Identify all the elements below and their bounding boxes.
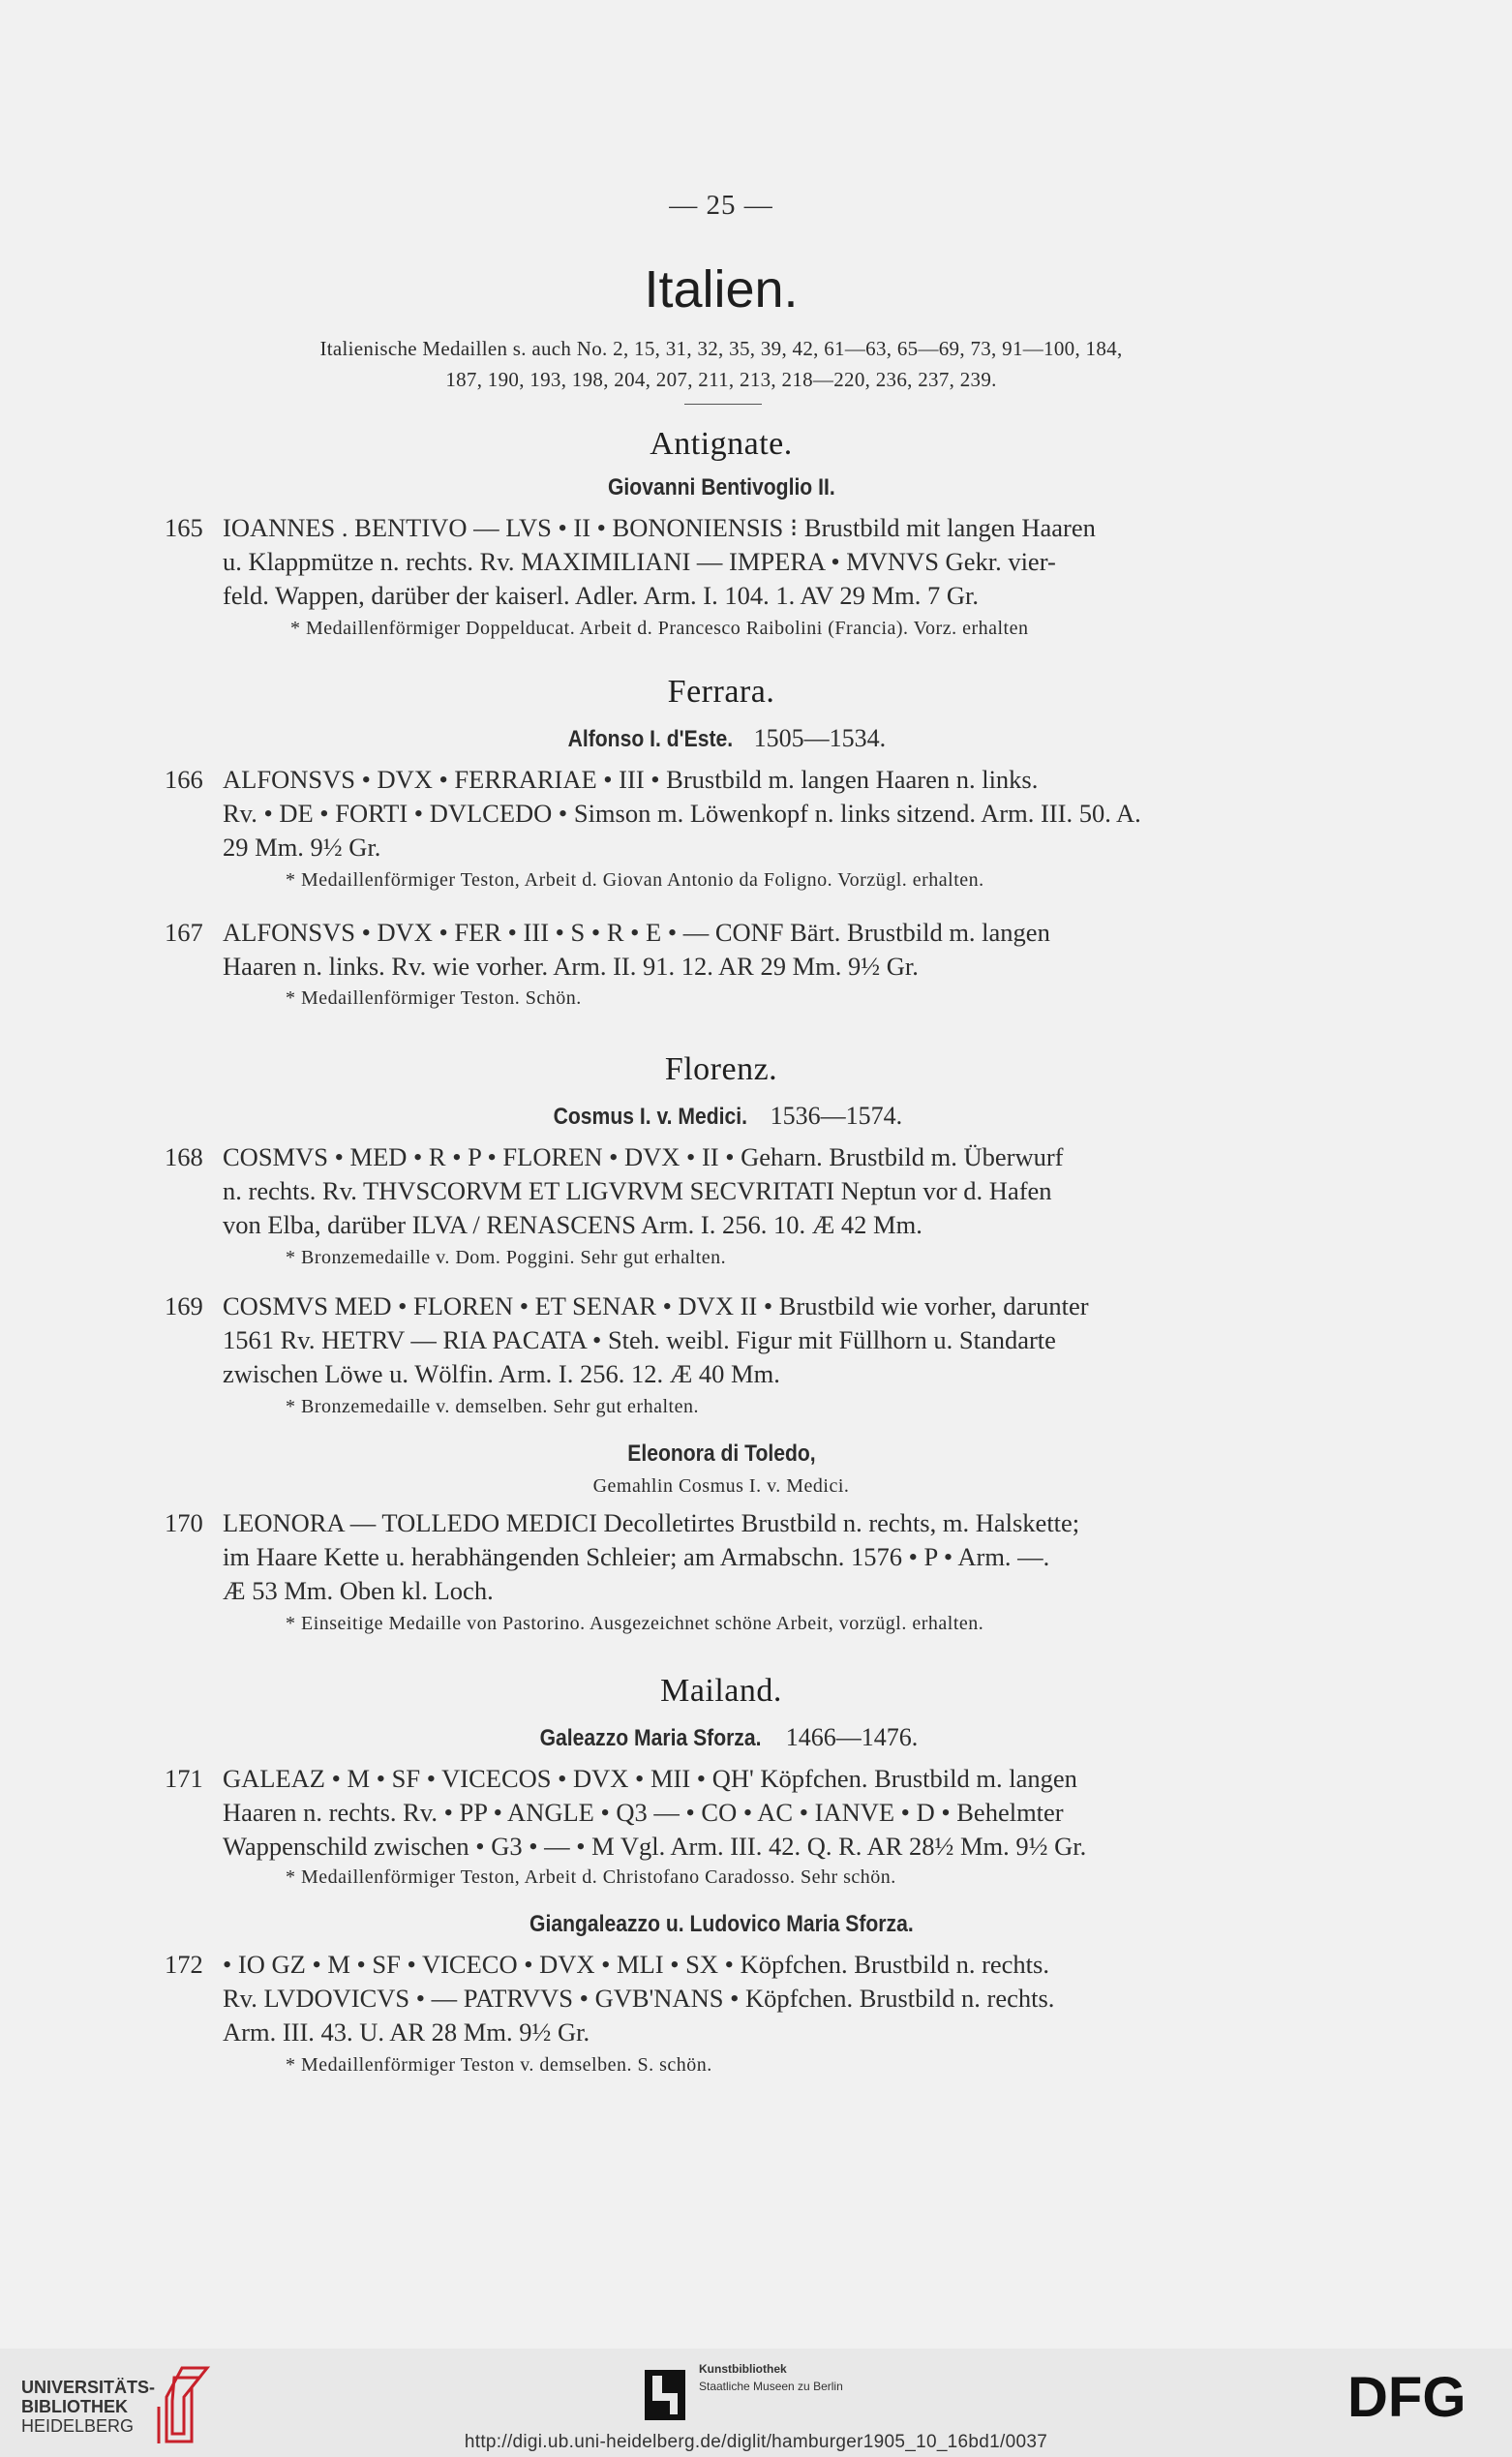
entry-line: feld. Wappen, darüber der kaiserl. Adler. Arm. I. 104. 1. AV 29 Mm. 7 Gr. bbox=[223, 581, 979, 610]
entry-note: * Medaillenförmiger Teston, Arbeit d. Christofano Caradosso. Sehr schön. bbox=[286, 1866, 896, 1888]
ruler-years: 1466—1476. bbox=[785, 1723, 919, 1751]
ruler-heading bbox=[165, 1909, 1278, 1938]
ruler-subtitle: Gemahlin Cosmus I. v. Medici. bbox=[592, 1475, 850, 1497]
entry-number: 171 bbox=[165, 1764, 203, 1793]
entry-line: im Haare Kette u. herabhängenden Schleier; am Armabschn. 1576 • P • Arm. —. bbox=[223, 1542, 1050, 1571]
catalog-entry-168 bbox=[165, 1140, 1278, 1242]
section-title: Italien. bbox=[644, 260, 799, 318]
entry-number: 172 bbox=[165, 1950, 203, 1979]
entry-line: 166 ALFONSVS • DVX • FERRARIAE • III • Brustbild m. langen Haaren n. links. bbox=[165, 763, 1278, 797]
intro-text bbox=[165, 333, 1278, 395]
entry-line: Æ 53 Mm. Oben kl. Loch. bbox=[223, 1576, 494, 1605]
entry-line: Arm. III. 43. U. AR 28 Mm. 9½ Gr. bbox=[223, 2017, 590, 2047]
catalog-entry-165 bbox=[165, 511, 1278, 613]
entry-line: 1561 Rv. HETRV — RIA PACATA • Steh. weibl. Figur mit Füllhorn u. Standarte bbox=[223, 1325, 1056, 1354]
intro-line: Italienische Medaillen s. auch No. 2, 15, 31, 32, 35, 39, 42, 61—63, 65—69, 73, 91—100, 184, bbox=[319, 337, 1123, 360]
ruler-heading bbox=[165, 1102, 1278, 1131]
divider bbox=[684, 404, 762, 405]
entry-line: 170 LEONORA — TOLLEDO MEDICI Decolletirtes Brustbild n. rechts, m. Halskette; bbox=[165, 1506, 1278, 1540]
city-heading-florenz: Florenz. bbox=[664, 1051, 778, 1087]
entry-number: 170 bbox=[165, 1508, 203, 1537]
entry-number: 168 bbox=[165, 1142, 203, 1171]
entry-note: * Bronzemedaille v. Dom. Poggini. Sehr gut erhalten. bbox=[286, 1247, 727, 1268]
entry-line: 165 IOANNES . BENTIVO — LVS • II • BONONIENSIS ⁝ Brustbild mit langen Haaren bbox=[165, 511, 1278, 545]
catalog-entry-172 bbox=[165, 1948, 1278, 2049]
city-heading-ferrara: Ferrara. bbox=[667, 674, 775, 710]
ruler-years: 1536—1574. bbox=[770, 1102, 903, 1130]
entry-number: 165 bbox=[165, 513, 203, 542]
entry-note: * Medaillenförmiger Teston v. demselben. S. schön. bbox=[286, 2054, 712, 2076]
library-name: UNIVERSITÄTS- BIBLIOTHEK HEIDELBERG bbox=[21, 2378, 156, 2436]
ruler-heading bbox=[165, 1439, 1278, 1468]
ruler-name: Cosmus I. v. Medici. bbox=[553, 1104, 747, 1130]
entry-note: * Medaillenförmiger Teston. Schön. bbox=[286, 987, 582, 1009]
intro-line: 187, 190, 193, 198, 204, 207, 211, 213, 218—220, 236, 237, 239. bbox=[445, 368, 997, 391]
catalog-entry-171 bbox=[165, 1762, 1278, 1864]
catalog-entry-170 bbox=[165, 1506, 1278, 1608]
dfg-logo-text: DFG bbox=[1347, 2368, 1467, 2422]
entry-line: 168 COSMVS • MED • R • P • FLOREN • DVX • II • Geharn. Brustbild m. Überwurf bbox=[165, 1140, 1278, 1174]
entry-line: Haaren n. links. Rv. wie vorher. Arm. II. 91. 12. AR 29 Mm. 9½ Gr. bbox=[223, 952, 919, 981]
entry-line: 167 ALFONSVS • DVX • FER • III • S • R • E • — CONF Bärt. Brustbild m. langen bbox=[165, 916, 1278, 950]
entry-number: 167 bbox=[165, 918, 203, 947]
entry-line: 172 • IO GZ • M • SF • VICECO • DVX • MLI • SX • Köpfchen. Brustbild n. rechts. bbox=[165, 1948, 1278, 1982]
dfg-logo-icon bbox=[1347, 2368, 1489, 2422]
ruler-name: Giangaleazzo u. Ludovico Maria Sforza. bbox=[529, 1911, 914, 1937]
entry-line: von Elba, darüber ILVA / RENASCENS Arm. I. 256. 10. Æ 42 Mm. bbox=[223, 1210, 922, 1239]
catalog-entry-167 bbox=[165, 916, 1278, 984]
entry-line: Rv. • DE • FORTI • DVLCEDO • Simson m. Löwenkopf n. links sitzend. Arm. III. 50. A. bbox=[223, 799, 1141, 828]
entry-line: u. Klappmütze n. rechts. Rv. MAXIMILIANI — IMPERA • MVNVS Gekr. vier- bbox=[223, 547, 1056, 576]
source-url[interactable]: http://digi.ub.uni-heidelberg.de/diglit/hamburger1905_10_16bd1/0037 bbox=[464, 2432, 1048, 2452]
entry-line: 169 COSMVS MED • FLOREN • ET SENAR • DVX II • Brustbild wie vorher, darunter bbox=[165, 1289, 1278, 1323]
entry-line: zwischen Löwe u. Wölfin. Arm. I. 256. 12. Æ 40 Mm. bbox=[223, 1359, 780, 1388]
ruler-heading bbox=[165, 472, 1278, 501]
entry-line: 29 Mm. 9½ Gr. bbox=[223, 833, 381, 862]
entry-number: 166 bbox=[165, 765, 203, 794]
kunstbibliothek-label: Kunstbibliothek Staatliche Museen zu Berlin bbox=[699, 2362, 843, 2393]
entry-note: * Bronzemedaille v. demselben. Sehr gut erhalten. bbox=[286, 1396, 699, 1417]
entry-line: Haaren n. rechts. Rv. • PP • ANGLE • Q3 — • CO • AC • IANVE • D • Behelmter bbox=[223, 1798, 1064, 1827]
entry-note: * Medaillenförmiger Doppelducat. Arbeit d. Prancesco Raibolini (Francia). Vorz. erhalten bbox=[290, 618, 1029, 639]
ruler-heading bbox=[165, 1723, 1278, 1752]
entry-line: 171 GALEAZ • M • SF • VICECOS • DVX • MII • QH' Köpfchen. Brustbild m. langen bbox=[165, 1762, 1278, 1796]
ruler-name: Giovanni Bentivoglio II. bbox=[607, 474, 835, 500]
entry-note: * Medaillenförmiger Teston, Arbeit d. Giovan Antonio da Foligno. Vorzügl. erhalten. bbox=[286, 869, 984, 891]
ruler-heading bbox=[165, 724, 1278, 753]
catalog-entry-169 bbox=[165, 1289, 1278, 1391]
entry-line: Wappenschild zwischen • G3 • — • M Vgl. Arm. III. 42. Q. R. AR 28½ Mm. 9½ Gr. bbox=[223, 1832, 1087, 1861]
ruler-name: Galeazzo Maria Sforza. bbox=[539, 1725, 762, 1751]
ruler-name: Alfonso I. d'Este. bbox=[567, 726, 733, 752]
entry-number: 169 bbox=[165, 1291, 203, 1320]
page-number: — 25 — bbox=[669, 190, 773, 221]
city-heading-antignate: Antignate. bbox=[650, 426, 793, 462]
entry-line: Rv. LVDOVICVS • — PATRVVS • GVB'NANS • Köpfchen. Brustbild n. rechts. bbox=[223, 1984, 1055, 2013]
city-heading-mailand: Mailand. bbox=[660, 1673, 782, 1709]
kunstbibliothek-logo-icon bbox=[645, 2370, 685, 2420]
ruler-years: 1505—1534. bbox=[753, 724, 887, 752]
entry-line: n. rechts. Rv. THVSCORVM ET LIGVRVM SECVRITATI Neptun vor d. Hafen bbox=[223, 1176, 1052, 1205]
entry-note: * Einseitige Medaille von Pastorino. Ausgezeichnet schöne Arbeit, vorzügl. erhalten. bbox=[286, 1613, 984, 1634]
ruler-name: Eleonora di Toledo, bbox=[626, 1441, 816, 1467]
catalog-entry-166 bbox=[165, 763, 1278, 864]
digitization-footer bbox=[0, 2349, 1512, 2457]
